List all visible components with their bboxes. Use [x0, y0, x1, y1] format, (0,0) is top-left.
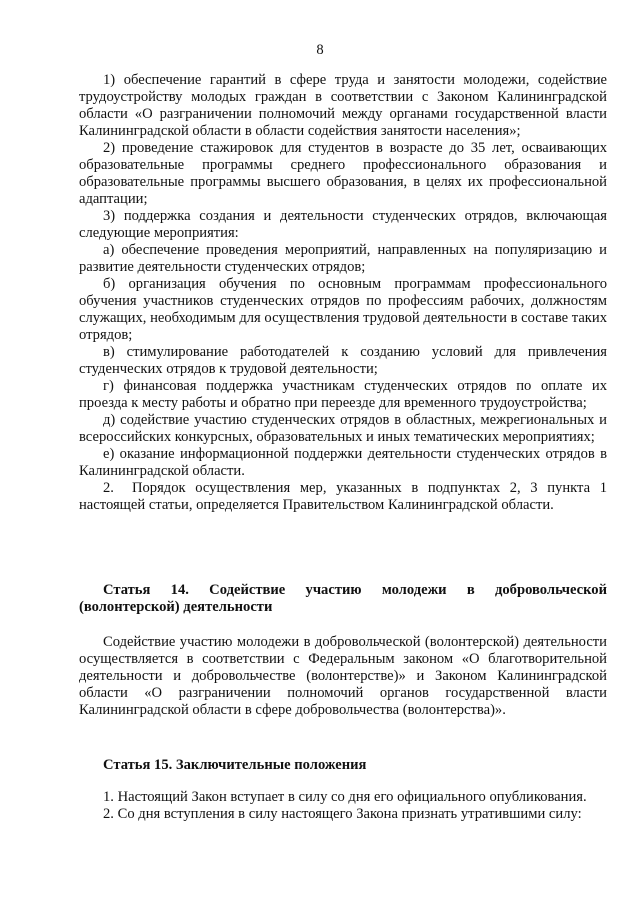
- article-14-heading: Статья 14. Содействие участию молодежи в добровольческой (волонтерской) деятельности: [79, 582, 607, 615]
- article-15-body: [79, 789, 607, 823]
- paragraph: 1) обеспечение гарантий в сфере труда и занятости молодежи, содействие трудоустройству молодых граждан в соответствии с Законом Калининградской области «О разграничении полномочий между органами государственной власти Калининградской области в области содействия занятости населения»;: [79, 72, 607, 139]
- clause-2-number: 2.: [103, 480, 114, 496]
- paragraph: 2) проведение стажировок для студентов в возрасте до 35 лет, осваивающих образовательные программы среднего профессионального образования и образовательные программы высшего образования, в целях их профессиональной адаптации;: [79, 140, 607, 207]
- list-item: а) обеспечение проведения мероприятий, направленных на популяризацию и развитие деятельности студенческих отрядов;: [79, 242, 607, 275]
- list-item: в) стимулирование работодателей к созданию условий для привлечения студенческих отрядов к трудовой деятельности;: [79, 344, 607, 377]
- article-14-body: [79, 634, 607, 719]
- page-number: 8: [316, 42, 324, 58]
- paragraph: Содействие участию молодежи в добровольческой (волонтерской) деятельности осуществляется в соответствии с Федеральным законом «О благотворительной деятельности и добровольчестве (волонтерстве)» и Законом Калининградской области «О разграничении полномочий органов государственной власти Калининградской области в сфере добровольчества (волонтерства)».: [79, 634, 607, 718]
- clause-2: [79, 480, 607, 514]
- list-item: б) организация обучения по основным программам профессионального обучения участников студенческих отрядов по профессиям рабочих, должностям служащих, необходимым для осуществления трудовой деятельности в составе таких отрядов;: [79, 276, 607, 343]
- paragraph: 1. Настоящий Закон вступает в силу со дня его официального опубликования.: [103, 789, 587, 805]
- paragraph: 2. Со дня вступления в силу настоящего Закона признать утратившими силу:: [103, 806, 582, 822]
- list-item: е) оказание информационной поддержки деятельности студенческих отрядов в Калининградской области.: [79, 446, 607, 479]
- article-13-continuation: [79, 72, 607, 514]
- clause-2-text: Порядок осуществления мер, указанных в подпунктах 2, 3 пункта 1 настоящей статьи, определяется Правительством Калининградской области.: [79, 480, 607, 513]
- article-15-heading: Статья 15. Заключительные положения: [103, 757, 367, 773]
- list-item: д) содействие участию студенческих отрядов в областных, межрегиональных и всероссийских конкурсных, образовательных и иных тематических мероприятиях;: [79, 412, 607, 445]
- paragraph: 3) поддержка создания и деятельности студенческих отрядов, включающая следующие мероприятия:: [79, 208, 607, 241]
- list-item: г) финансовая поддержка участникам студенческих отрядов по оплате их проезда к месту работы и обратно при переезде для временного трудоустройства;: [79, 378, 607, 411]
